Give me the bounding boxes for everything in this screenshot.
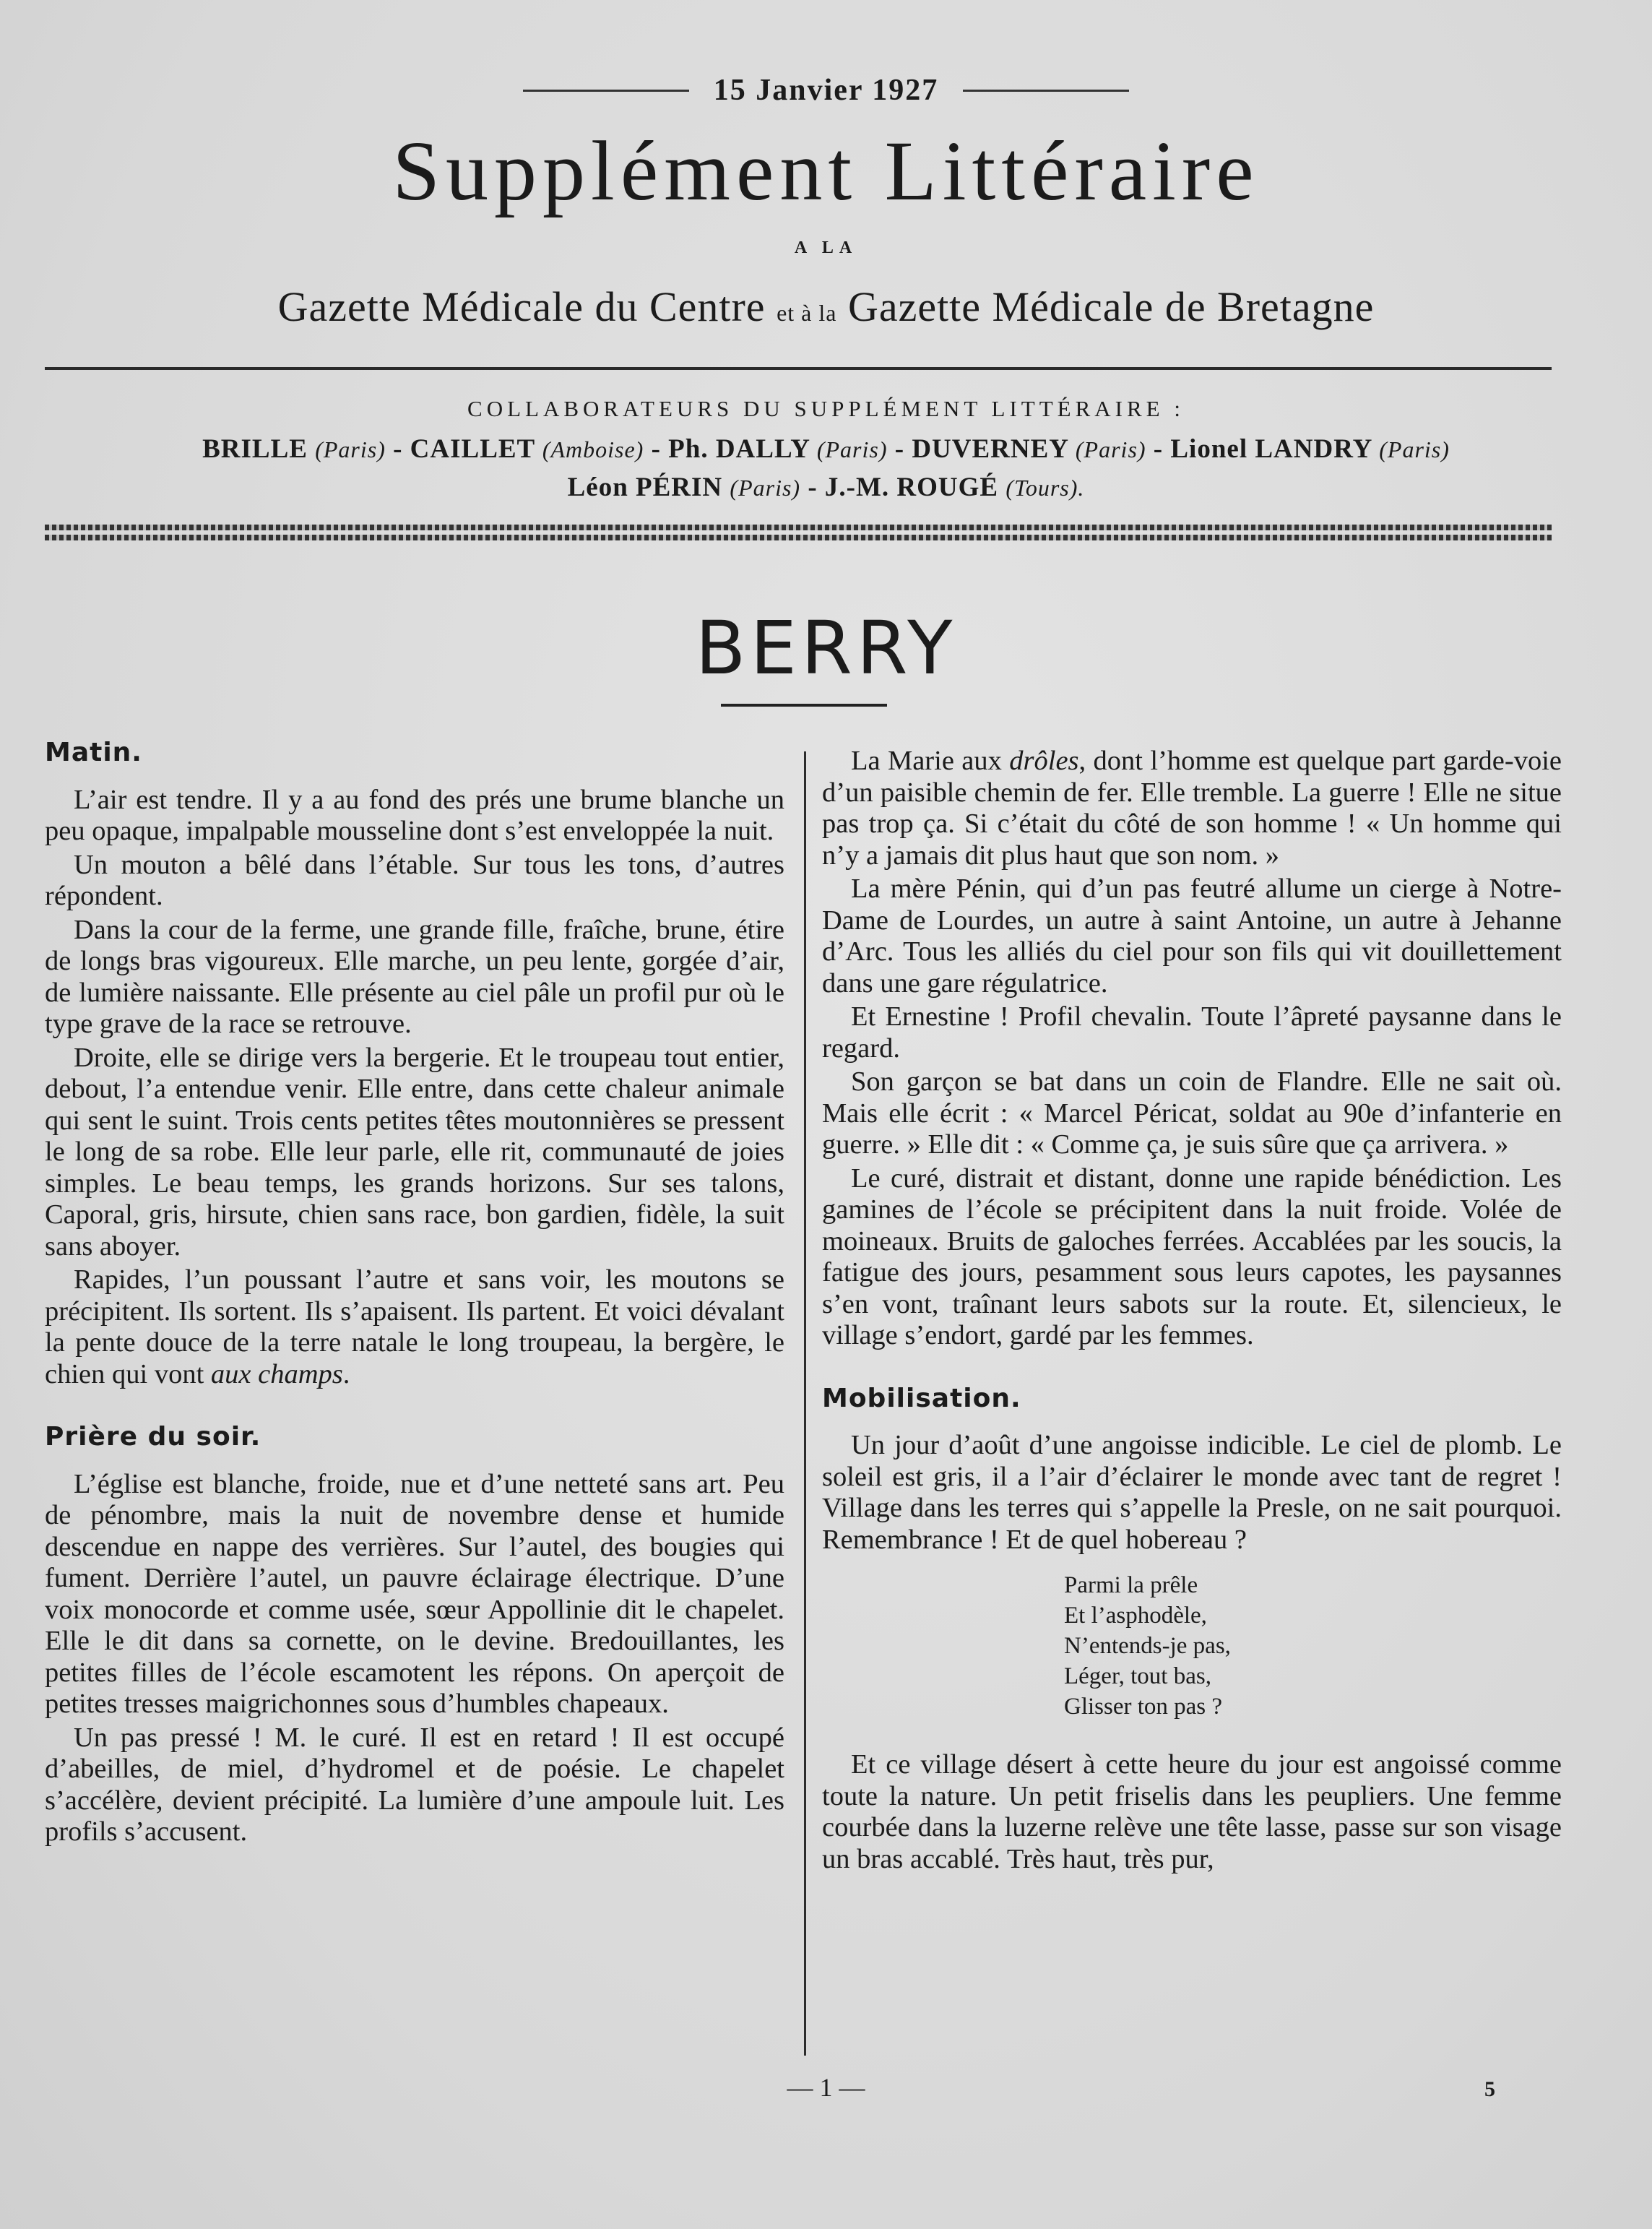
paragraph: Le curé, distrait et distant, donne une rapide bénédiction. Les gamines de l’école se précipitent dans la nuit froide. Volée de moineaux. Bruits de galoches ferrées. Accablées par les soucis, la fatigue des jours, pesamment sous leurs capotes, les paysannes s’en vont, traînant leurs sabots sur la route. Et, silencieux, le village s’endort, gardé par les femmes. — [822, 1163, 1562, 1350]
collaborator-city: (Paris) — [730, 475, 801, 501]
subtitle-a-la: A LA — [794, 238, 858, 257]
paragraph: La mère Pénin, qui d’un pas feutré allume un cierge à Notre-Dame de Lourdes, un autre à saint Antoine, un autre à Jehanne d’Arc. Tous les alliés du ciel pour son fils qui vit douillettement dans une gare régulatrice. — [822, 874, 1562, 999]
collaborators-heading: COLLABORATEURS DU SUPPLÉMENT LITTÉRAIRE : — [467, 396, 1185, 421]
paragraph: Un jour d’août d’une angoisse indicible. Le ciel de plomb. Le soleil est gris, il a l’air d’éclairer le monde avec tant de regret ! Village dans les terres qui s’appelle la Presle, on ne sait pourquoi. Remembrance ! Et de quel hobereau ? — [822, 1430, 1562, 1555]
article-title: BERRY — [695, 605, 957, 691]
right-column — [822, 746, 1562, 1877]
collaborators-line-1 — [0, 434, 1652, 465]
collaborator-city: (Amboise) — [542, 436, 644, 462]
section-gap — [822, 1354, 1562, 1383]
left-column — [45, 737, 784, 1850]
poem-line: Parmi la prêle — [1064, 1572, 1198, 1598]
collaborator-name: J.-M. ROUGÉ — [824, 473, 1006, 502]
paragraph: L’air est tendre. Il y a au fond des prés une brume blanche un peu opaque, impalpable mousseline dont s’est enveloppée la nuit. — [45, 784, 784, 846]
collaborator-city: (Paris) — [315, 436, 386, 462]
collaborator-city: (Tours). — [1006, 475, 1085, 501]
collaborator-city: (Paris) — [1075, 436, 1146, 462]
column-divider — [804, 751, 806, 2056]
collaborator-separator: - — [800, 473, 825, 502]
poem-line: Glisser ton pas ? — [1064, 1694, 1223, 1720]
collaborators-line-2 — [0, 472, 1652, 503]
collaborator-separator: - — [385, 434, 410, 464]
gazette-centre: Gazette Médicale du Centre — [277, 283, 766, 330]
issue-date: 15 Janvier 1927 — [713, 74, 939, 107]
header-rule — [45, 367, 1552, 370]
paragraph: Et Ernestine ! Profil chevalin. Toute l’âpreté paysanne dans le regard. — [822, 1001, 1562, 1064]
section-heading-mobilisation: Mobilisation. — [822, 1383, 1021, 1413]
poem — [1064, 1570, 1562, 1722]
paragraph — [45, 1264, 784, 1390]
collaborator-name: DUVERNEY — [912, 434, 1076, 464]
paragraph: Son garçon se bat dans un coin de Flandre. Elle ne sait où. Mais elle écrit : « Marcel Péricat, soldat au 90e d’infanterie en guerre. » Elle dit : « Comme ça, je suis sûre que ça arrivera. » — [822, 1066, 1562, 1160]
collaborator-name: Léon PÉRIN — [567, 473, 730, 502]
italic-text: drôles — [1009, 746, 1079, 776]
paragraph: Dans la cour de la ferme, une grande fille, fraîche, brune, étire de longs bras vigoureux. Elle marche, un peu lente, gorgée d’air, de lumière naissante. Elle présente au ciel pâle un profil pur où le type grave de la race se retrouve. — [45, 914, 784, 1039]
italic-text: aux champs — [210, 1358, 343, 1389]
collaborator-city: (Paris) — [1379, 436, 1450, 462]
section-heading-priere: Prière du soir. — [45, 1422, 261, 1452]
dateline-rule-right — [963, 90, 1129, 92]
poem-line: Et l’asphodèle, — [1064, 1603, 1207, 1629]
publication-title: Supplément Littéraire — [392, 124, 1260, 218]
gazette-bretagne: Gazette Médicale de Bretagne — [847, 283, 1375, 330]
collaborator-city: (Paris) — [816, 436, 888, 462]
gazette-join: et à la — [777, 300, 837, 326]
collaborator-separator: - — [887, 434, 912, 464]
paragraph-text: Rapides, l’un poussant l’autre et sans voir, les moutons se précipitent. Ils sortent. Ils s’apaisent. Ils partent. Et voici dévalant la pente douce de la terre natale le long troupeau, la bergère, le chien qui vont — [45, 1264, 784, 1389]
paragraph — [822, 746, 1562, 871]
paragraph-text: , dont l’homme est quelque part garde-voie d’un paisible chemin de fer. Elle tremble. La guerre ! Elle ne situe pas trop ça. Si c’était du côté de son homme ! « Un homme qui n’y a jamais dit plus haut que son nom. » — [822, 746, 1562, 871]
section-gap — [45, 1392, 784, 1421]
poem-line: Léger, tout bas, — [1064, 1663, 1211, 1689]
section-heading-matin: Matin. — [45, 738, 142, 767]
paragraph-text: La Marie aux — [851, 746, 1010, 776]
paragraph-end: . — [342, 1358, 350, 1389]
paragraph: Droite, elle se dirige vers la bergerie. Et le troupeau tout entier, debout, l’a entendue venir. Elle entre, dans cette chaleur animale qui sent le suint. Trois cents petites têtes moutonnières se pressent le long de sa robe. Elle leur parle, elle rit, communauté de joies simples. Le beau temps, les grands horizons. Sur ses talons, Caporal, gris, hirsute, chien sans race, bon gardien, fidèle, la suit sans aboyer. — [45, 1042, 784, 1262]
gazette-line — [0, 278, 1652, 342]
decorative-rule-2 — [45, 535, 1552, 540]
collaborator-name: Lionel LANDRY — [1170, 434, 1380, 464]
collaborator-name: BRILLE — [202, 434, 316, 464]
paragraph: Un mouton a bêlé dans l’étable. Sur tous les tons, d’autres répondent. — [45, 849, 784, 911]
paragraph: L’église est blanche, froide, nue et d’une netteté sans art. Peu de pénombre, mais la nuit de novembre dense et humide descendue en nappe des verrières. Sur l’autel, des bougies qui fument. Derrière l’autel, un pauvre éclairage électrique. D’une voix monocorde et comme usée, sœur Appollinie dit le chapelet. Elle le dit dans sa cornette, on le devine. Bredouillantes, les petites filles de l’école escamotent les répons. On aperçoit de petites tresses maigrichonnes sous d’humbles chapeaux. — [45, 1468, 784, 1719]
dateline-rule-left — [523, 90, 689, 92]
collaborator-separator: - — [644, 434, 669, 464]
collaborator-name: Ph. DALLY — [668, 434, 817, 464]
dateline — [0, 69, 1652, 112]
folio: — 1 — — [787, 2073, 865, 2102]
paragraph: Et ce village désert à cette heure du jour est angoissé comme toute la nature. Un petit friselis dans les peupliers. Une femme courbée dans la luzerne relève une tête lasse, passe sur son visage un bras accablé. Très haut, très pur, — [822, 1749, 1562, 1874]
poem-line: N’entends-je pas, — [1064, 1633, 1231, 1659]
collaborator-name: CAILLET — [410, 434, 542, 464]
page-number: 5 — [1484, 2077, 1495, 2101]
decorative-rule-1 — [45, 525, 1552, 530]
paragraph: Un pas pressé ! M. le curé. Il est en retard ! Il est occupé d’abeilles, de miel, d’hydromel et de poésie. Le chapelet s’accélère, devient précipité. La lumière d’une ampoule luit. Les profils s’accusent. — [45, 1722, 784, 1847]
collaborator-separator: - — [1146, 434, 1171, 464]
title-underline — [721, 704, 887, 707]
